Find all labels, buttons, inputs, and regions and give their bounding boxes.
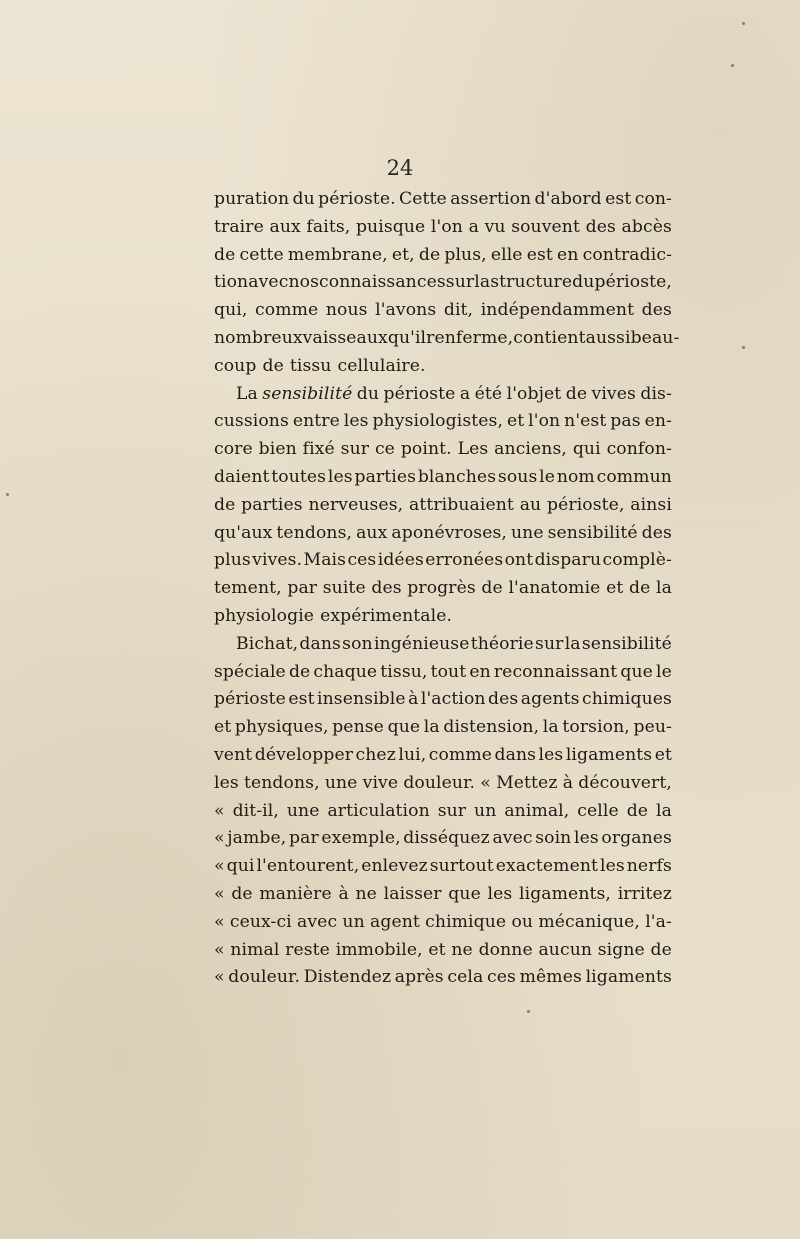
word: en- [644,411,672,432]
word: à [338,883,349,904]
word: périoste. [318,189,396,209]
word: ne [451,939,473,960]
word: ceux-ci [229,911,292,932]
word: fixé [302,439,335,460]
word: par [287,578,318,599]
word: assertion [450,189,532,209]
word: l'entourent, [256,856,360,877]
word: de [418,244,441,265]
word: sensibilité [581,633,672,654]
word: périoste [214,689,286,710]
word: tement, [214,578,282,599]
word: agent [370,911,420,932]
word: nerfs [626,856,672,877]
word: insensible [317,689,406,710]
word: la [542,717,559,738]
word: vent [214,744,253,765]
word: du [572,272,595,293]
word: des [371,578,402,599]
word: faits, [306,216,351,237]
word: nous [325,300,368,321]
word: les [573,828,599,849]
word: développer [254,744,354,765]
word: a [459,383,471,404]
word: est [288,689,315,710]
word: et, [391,244,415,265]
word: la [656,578,672,599]
text-line [214,242,672,270]
word: signe [597,939,645,960]
text-line [214,659,672,687]
word: surtout [429,856,494,877]
word: tion [214,272,249,293]
word: souvent [511,216,580,237]
text-line [214,436,672,464]
word: disparu [534,550,602,571]
page-number: 24 [386,156,414,180]
text-line [214,770,672,798]
word: plus, [444,244,487,265]
word: enlevez [361,856,428,877]
word: tissu [289,355,332,376]
word: Distendez [303,967,392,988]
word: « [214,967,225,988]
word: de [481,578,503,599]
word: un [342,911,365,932]
word: été [474,383,503,404]
word: expérimentale. [320,605,453,626]
word: daient [214,466,270,487]
word: Mais [303,550,347,571]
text-line [214,381,672,409]
word: l'objet [506,383,562,404]
word: articulation [327,800,430,821]
word: dans [494,744,537,765]
word: les [487,883,513,904]
word: Cette [399,189,447,209]
word: de [231,883,253,904]
word: « [214,800,225,821]
word: et [606,578,624,599]
word: elle [490,244,523,265]
word: aponévroses, [391,522,507,543]
word: dans [299,633,341,654]
word: La [236,383,258,404]
word: l'anatomie [508,578,601,599]
word: son [342,633,373,654]
word: au [519,494,542,515]
scan-speck [742,346,745,349]
word: plus [214,550,251,571]
word: ou [511,911,534,932]
word: la [423,717,440,738]
word: « [214,883,225,904]
word: soin [535,828,572,849]
word: pense [332,717,384,738]
text-line [214,520,672,548]
word: et [654,744,672,765]
word: de [565,383,588,404]
word: dit-il, [232,800,279,821]
word: à [408,689,419,710]
text-line [214,853,672,881]
word: immobile, [335,939,423,960]
word: physiques, [234,717,329,738]
text-line [214,547,672,575]
word: dis- [640,383,672,404]
text-line [214,964,672,992]
word: donne [478,939,533,960]
word: comme [255,300,319,321]
word: contient [513,327,586,348]
word: qui, [214,300,248,321]
text-line [214,603,672,631]
word: bien [258,439,297,460]
word: avec [297,911,338,932]
text-line [214,909,672,937]
word: torsion, [562,717,630,738]
word: chez [355,744,396,765]
scan-speck [6,493,9,496]
word: que [387,717,421,738]
text-line [214,825,672,853]
word: mécanique, [538,911,640,932]
word: périoste, [547,494,625,515]
word: jambe, [227,828,287,849]
word: vives [591,383,636,404]
word: Mettez [496,772,558,793]
word: sur [445,272,475,293]
word: et [506,411,525,432]
word: « [480,772,491,793]
word: la [656,800,672,821]
word: membrane, [287,244,388,265]
word: complè- [602,550,672,571]
word: sous [497,466,538,487]
word: nerveuses, [308,494,404,515]
word: abcès [621,216,672,237]
word: le [539,466,556,487]
word: distension, [443,717,540,738]
word: et [428,939,446,960]
word: en [469,661,491,682]
word: aussi [585,327,631,348]
word: physiologie [214,605,315,626]
word: une [510,522,544,543]
word: que [448,883,481,904]
text-line [214,408,672,436]
word: avec [248,272,289,293]
word: cette [239,244,284,265]
word: qui [572,439,601,460]
word: pas [610,411,641,432]
word: beau- [630,327,680,348]
word: ligaments [585,967,672,988]
word: ces [487,967,516,988]
word: cela [447,967,484,988]
word: douleur. [228,967,301,988]
scan-speck [527,1010,530,1013]
word: les [600,856,625,877]
word: puisque [355,216,426,237]
word: de [650,939,672,960]
word: sensibilité [547,522,638,543]
word: comme [428,744,493,765]
word: n'est [564,411,607,432]
word: périoste [383,383,456,404]
word: commun [596,466,672,487]
word: ce [374,439,395,460]
word: indépendamment [480,300,635,321]
word: reconnaissant [493,661,618,682]
word: nombreux [214,327,303,348]
word: nimal [230,939,280,960]
word: « [214,856,225,877]
word: cellulaire. [337,355,426,376]
word: entre [292,411,340,432]
word: tendons, [276,522,353,543]
word: l'action [420,689,486,710]
word: « [214,911,225,932]
word: tout [430,661,467,682]
word: sur [437,800,467,821]
word: coup [214,355,257,376]
word: nos [288,272,319,293]
text-line [214,297,672,325]
word: structure [490,272,573,293]
scan-speck [742,22,745,25]
word: physiologistes, [372,411,504,432]
text-line [214,325,680,353]
word: toutes [271,466,327,487]
word: les [214,772,239,793]
word: reste [285,939,330,960]
text-line [214,631,672,659]
word: core [214,439,253,460]
word: renferme, [426,327,514,348]
word: a [468,216,479,237]
word: parties [241,494,303,515]
word: du [292,189,315,209]
text-line [214,269,672,297]
word: des [488,689,519,710]
text-line [214,186,672,214]
word: point. [400,439,452,460]
text-line [214,575,672,603]
word: peu- [633,717,672,738]
word: ces [347,550,377,571]
word: Bichat, [236,633,299,654]
word: l'avons [375,300,437,321]
word: la [474,272,491,293]
word: ont [504,550,534,571]
word: con- [634,189,672,209]
word: celle [577,800,619,821]
word: chimiques [582,689,672,710]
text-line [214,742,672,770]
word: manière [259,883,332,904]
word: découvert, [578,772,672,793]
word: ligaments [565,744,653,765]
word: et [214,717,232,738]
word: de [262,355,284,376]
word: des [641,522,672,543]
word: ne [355,883,377,904]
word: spéciale [214,661,286,682]
word: que [620,661,653,682]
word: « [214,828,225,849]
word: mêmes [519,967,582,988]
word: nom [556,466,595,487]
word: du [356,383,380,404]
word: Les [457,439,489,460]
word: traire [214,216,264,237]
word: les [538,744,564,765]
text-line [214,353,672,381]
word: sensibilité [262,383,353,404]
body-text [214,186,680,992]
word: la [564,633,581,654]
word: de [288,661,311,682]
word: qu'aux [214,522,273,543]
word: est [526,244,553,265]
word: théorie [470,633,534,654]
word: qui [226,856,255,877]
word: attribuaient [408,494,514,515]
word: vu [484,216,506,237]
word: laisser [383,883,442,904]
word: d'abord [534,189,602,209]
word: les [327,466,353,487]
word: idées [377,550,424,571]
word: ligaments, [519,883,611,904]
word: après [394,967,444,988]
text-line [214,686,672,714]
word: ainsi [630,494,672,515]
word: par [289,828,319,849]
word: chaque [313,661,378,682]
word: tendons, [243,772,320,793]
word: anciens, [494,439,567,460]
word: périoste, [594,272,672,293]
word: animal, [504,800,570,821]
word: dit, [443,300,474,321]
word: sur [340,439,370,460]
word: une [324,772,358,793]
word: agents [520,689,580,710]
word: cussions [214,411,289,432]
word: le [656,661,672,682]
word: puration [214,189,290,209]
word: des [641,300,672,321]
text-line [214,492,672,520]
text-line [214,214,672,242]
word: disséquez [403,828,490,849]
word: irritez [617,883,672,904]
text-line [214,881,672,909]
word: tissu, [380,661,428,682]
word: contradic- [582,244,672,265]
word: connaissances [319,272,446,293]
word: sur [535,633,564,654]
word: vive [362,772,399,793]
word: progrès [407,578,476,599]
word: vaisseaux [302,327,388,348]
text-line [214,798,672,826]
word: suite [322,578,366,599]
word: exemple, [321,828,401,849]
text-line [214,464,672,492]
word: ingénieuse [373,633,470,654]
word: de [626,800,649,821]
word: les [343,411,369,432]
word: douleur. [403,772,476,793]
scan-speck [731,64,734,67]
word: lui, [398,744,427,765]
word: l'on [528,411,561,432]
word: vives. [252,550,303,571]
word: l'on [430,216,463,237]
word: « [214,939,225,960]
word: chimique [425,911,507,932]
word: un [474,800,497,821]
word: organes [601,828,672,849]
word: aucun [538,939,593,960]
word: de [214,494,236,515]
word: de [629,578,651,599]
word: blanches [417,466,497,487]
word: de [214,244,236,265]
word: est [605,189,632,209]
word: parties [354,466,417,487]
word: en [557,244,579,265]
word: l'a- [645,911,672,932]
word: confon- [606,439,672,460]
word: erronées [425,550,504,571]
word: exactement [495,856,599,877]
word: avec [492,828,533,849]
word: des [585,216,616,237]
text-line [214,937,672,965]
text-line [214,714,672,742]
word: aux [356,522,388,543]
word: à [562,772,574,793]
word: qu'il [387,327,427,348]
word: une [286,800,320,821]
word: aux [269,216,301,237]
